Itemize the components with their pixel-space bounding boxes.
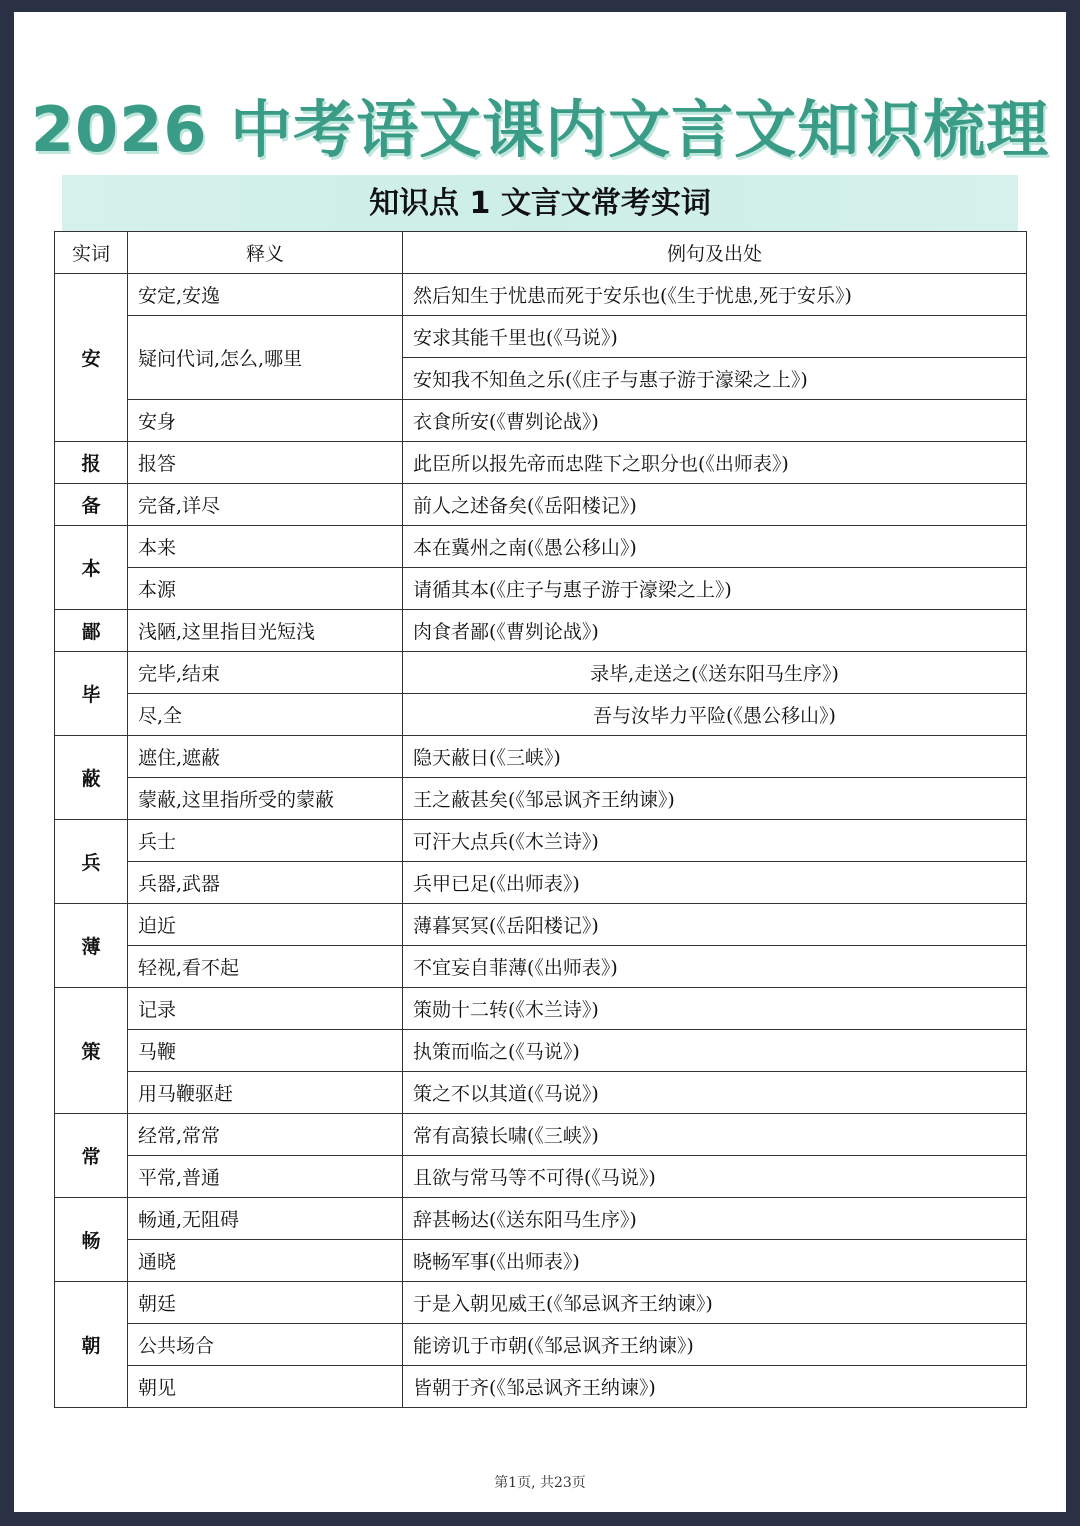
example-cell: 安知我不知鱼之乐(《庄子与惠子游于濠梁之上》) — [403, 358, 1027, 400]
meaning-cell: 安定,安逸 — [128, 274, 403, 316]
page-number: 第1页, 共23页 — [494, 1475, 586, 1491]
meaning-cell: 朝见 — [128, 1366, 403, 1408]
meaning-cell: 完毕,结束 — [128, 652, 403, 694]
table-row — [55, 1282, 1027, 1324]
meaning-cell: 兵士 — [128, 820, 403, 862]
example-cell: 王之蔽甚矣(《邹忌讽齐王纳谏》) — [403, 778, 1027, 820]
example-cell: 本在冀州之南(《愚公移山》) — [403, 526, 1027, 568]
example-cell: 兵甲已足(《出师表》) — [403, 862, 1027, 904]
table-row — [55, 400, 1027, 442]
table-row — [55, 904, 1027, 946]
table-row — [55, 526, 1027, 568]
table-row — [55, 274, 1027, 316]
meaning-cell: 记录 — [128, 988, 403, 1030]
section-title: 知识点 1 文言文常考实词 — [62, 175, 1018, 231]
example-cell: 策之不以其道(《马说》) — [403, 1072, 1027, 1114]
table-row — [55, 610, 1027, 652]
meaning-cell: 通晓 — [128, 1240, 403, 1282]
table-row — [55, 1072, 1027, 1114]
column-header-meaning: 释义 — [128, 232, 403, 274]
meaning-cell: 公共场合 — [128, 1324, 403, 1366]
table-row — [55, 316, 1027, 358]
example-cell: 于是入朝见威王(《邹忌讽齐王纳谏》) — [403, 1282, 1027, 1324]
meaning-cell: 朝廷 — [128, 1282, 403, 1324]
meaning-cell: 报答 — [128, 442, 403, 484]
example-cell: 且欲与常马等不可得(《马说》) — [403, 1156, 1027, 1198]
example-cell: 隐天蔽日(《三峡》) — [403, 736, 1027, 778]
word-cell: 薄 — [55, 904, 128, 988]
meaning-cell: 尽,全 — [128, 694, 403, 736]
example-cell: 策勋十二转(《木兰诗》) — [403, 988, 1027, 1030]
table-row — [55, 1114, 1027, 1156]
word-cell: 鄙 — [55, 610, 128, 652]
example-cell: 请循其本(《庄子与惠子游于濠梁之上》) — [403, 568, 1027, 610]
table-header-row — [55, 232, 1027, 274]
meaning-cell: 平常,普通 — [128, 1156, 403, 1198]
meaning-cell: 马鞭 — [128, 1030, 403, 1072]
table-row — [55, 442, 1027, 484]
example-cell: 辞甚畅达(《送东阳马生序》) — [403, 1198, 1027, 1240]
meaning-cell: 兵器,武器 — [128, 862, 403, 904]
meaning-cell: 疑问代词,怎么,哪里 — [128, 316, 403, 400]
example-cell: 前人之述备矣(《岳阳楼记》) — [403, 484, 1027, 526]
table-row — [55, 484, 1027, 526]
example-cell: 肉食者鄙(《曹刿论战》) — [403, 610, 1027, 652]
meaning-cell: 畅通,无阻碍 — [128, 1198, 403, 1240]
example-cell: 执策而临之(《马说》) — [403, 1030, 1027, 1072]
example-cell: 衣食所安(《曹刿论战》) — [403, 400, 1027, 442]
table-row — [55, 736, 1027, 778]
table-row — [55, 1240, 1027, 1282]
meaning-cell: 遮住,遮蔽 — [128, 736, 403, 778]
meaning-cell: 轻视,看不起 — [128, 946, 403, 988]
meaning-cell: 用马鞭驱赶 — [128, 1072, 403, 1114]
table-row — [55, 1030, 1027, 1072]
table-row — [55, 1198, 1027, 1240]
word-cell: 畅 — [55, 1198, 128, 1282]
meaning-cell: 浅陋,这里指目光短浅 — [128, 610, 403, 652]
word-cell: 兵 — [55, 820, 128, 904]
vocabulary-table — [54, 231, 1027, 1408]
word-cell: 本 — [55, 526, 128, 610]
example-cell: 皆朝于齐(《邹忌讽齐王纳谏》) — [403, 1366, 1027, 1408]
word-cell: 备 — [55, 484, 128, 526]
table-row — [55, 778, 1027, 820]
word-cell: 朝 — [55, 1282, 128, 1408]
example-cell: 吾与汝毕力平险(《愚公移山》) — [403, 694, 1027, 736]
table-row — [55, 1366, 1027, 1408]
example-cell: 安求其能千里也(《马说》) — [403, 316, 1027, 358]
word-cell: 策 — [55, 988, 128, 1114]
example-cell: 能谤讥于市朝(《邹忌讽齐王纳谏》) — [403, 1324, 1027, 1366]
example-cell: 录毕,走送之(《送东阳马生序》) — [403, 652, 1027, 694]
example-cell: 不宜妄自菲薄(《出师表》) — [403, 946, 1027, 988]
meaning-cell: 本源 — [128, 568, 403, 610]
word-cell: 安 — [55, 274, 128, 442]
column-header-example: 例句及出处 — [403, 232, 1027, 274]
table-row — [55, 820, 1027, 862]
word-cell: 蔽 — [55, 736, 128, 820]
example-cell: 可汗大点兵(《木兰诗》) — [403, 820, 1027, 862]
word-cell: 报 — [55, 442, 128, 484]
table-row — [55, 652, 1027, 694]
meaning-cell: 安身 — [128, 400, 403, 442]
example-cell: 常有高猿长啸(《三峡》) — [403, 1114, 1027, 1156]
table-row — [55, 988, 1027, 1030]
table-row — [55, 568, 1027, 610]
meaning-cell: 蒙蔽,这里指所受的蒙蔽 — [128, 778, 403, 820]
document-title: 2026 中考语文课内文言文知识梳理 — [30, 93, 1050, 166]
table-row — [55, 1324, 1027, 1366]
table-row — [55, 862, 1027, 904]
example-cell: 此臣所以报先帝而忠陛下之职分也(《出师表》) — [403, 442, 1027, 484]
word-cell: 常 — [55, 1114, 128, 1198]
table-row — [55, 694, 1027, 736]
word-cell: 毕 — [55, 652, 128, 736]
meaning-cell: 迫近 — [128, 904, 403, 946]
example-cell: 薄暮冥冥(《岳阳楼记》) — [403, 904, 1027, 946]
table-row — [55, 1156, 1027, 1198]
example-cell: 然后知生于忧患而死于安乐也(《生于忧患,死于安乐》) — [403, 274, 1027, 316]
meaning-cell: 本来 — [128, 526, 403, 568]
example-cell: 晓畅军事(《出师表》) — [403, 1240, 1027, 1282]
meaning-cell: 完备,详尽 — [128, 484, 403, 526]
table-row — [55, 946, 1027, 988]
column-header-word: 实词 — [55, 232, 128, 274]
meaning-cell: 经常,常常 — [128, 1114, 403, 1156]
